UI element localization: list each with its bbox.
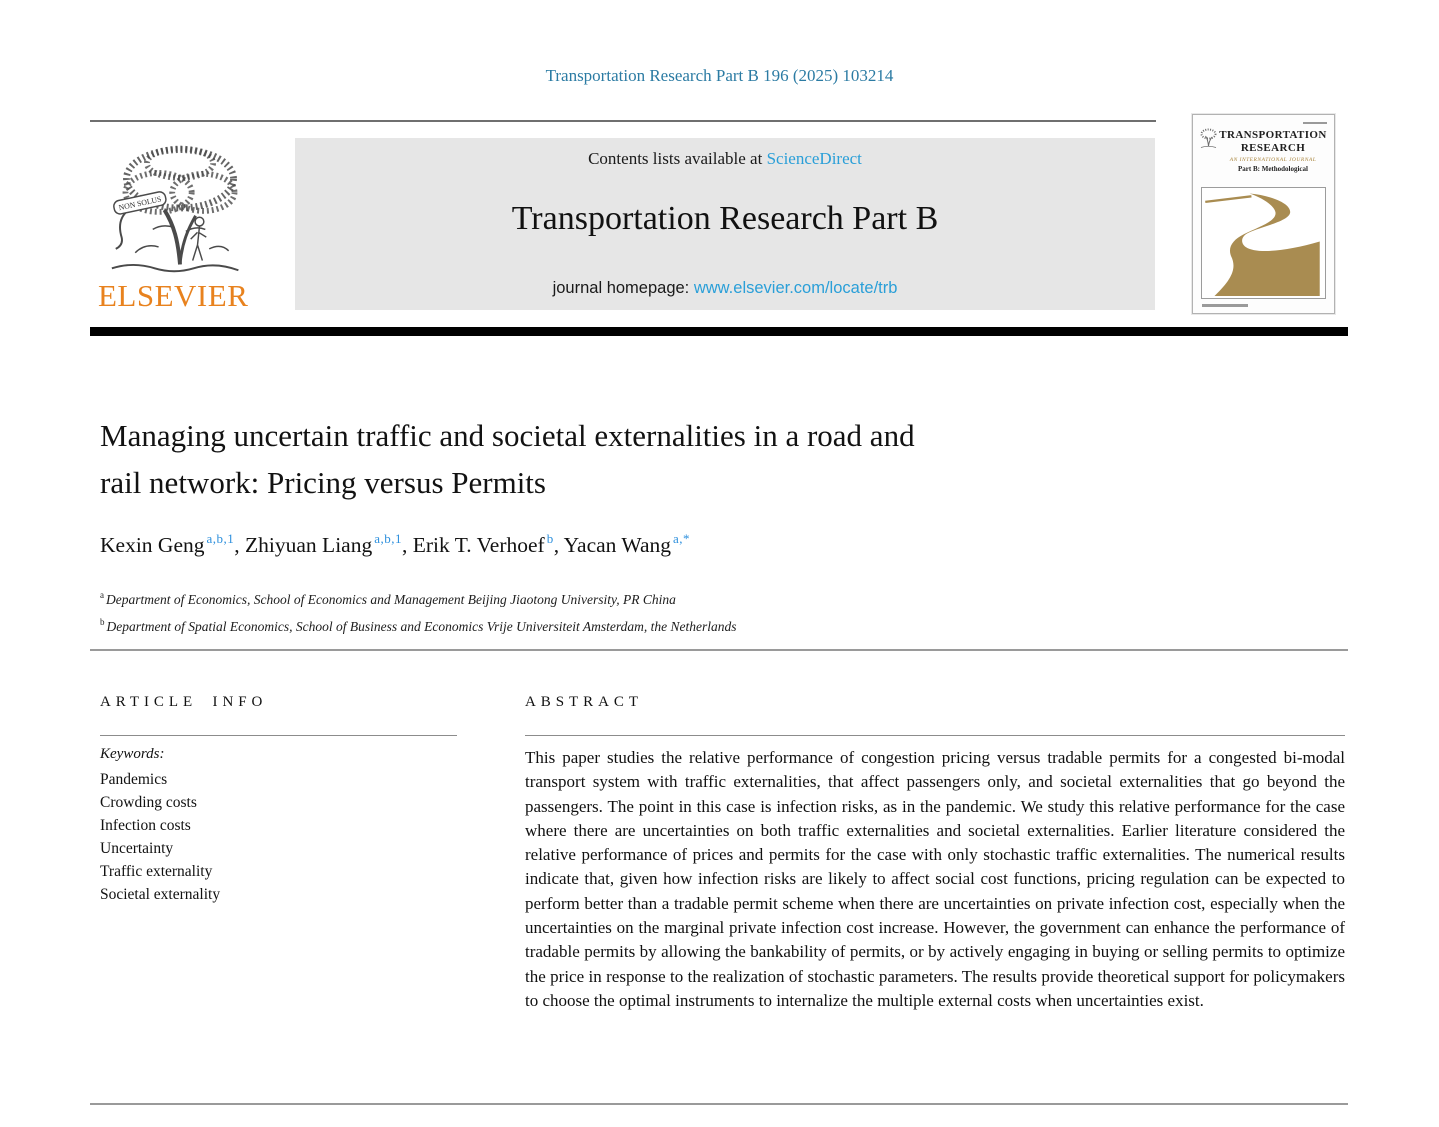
abstract-heading: ABSTRACT: [525, 694, 643, 710]
sciencedirect-link[interactable]: ScienceDirect: [766, 149, 862, 168]
author-affiliation-sup[interactable]: a,b,1: [374, 531, 402, 546]
keywords-label: Keywords:: [100, 746, 165, 762]
keyword: Infection costs: [100, 817, 191, 834]
cover-issn-fineprint: [1303, 122, 1327, 124]
cover-subtitle: AN INTERNATIONAL JOURNAL: [1229, 157, 1317, 163]
non-solus-banner: NON SOLUS: [117, 194, 163, 213]
author-affiliation-sup[interactable]: a,b,1: [206, 531, 235, 546]
section-divider: [90, 649, 1348, 651]
elsevier-wordmark: ELSEVIER: [98, 278, 249, 313]
article-info-heading: ARTICLE INFO: [100, 694, 268, 710]
winding-road-icon: [1202, 188, 1323, 296]
author-affiliation-sup[interactable]: b: [546, 531, 554, 546]
abstract-text: This paper studies the relative performance of congestion pricing versus tradable permits for a congested bi-modal transport system with traffic externalities, that affect passengers only, and societal externalities that go beyond the passengers. The point in this case is infection risks, as in the pandemic. We study this relative performance for the case where there are uncertainties on both traffic externalities and societal externalities. Earlier literature considered the relative performance of prices and permits for the case with only stochastic traffic externalities. The numerical results indicate that, given how infection risks are likely to affect social cost functions, pricing regulation can be expected to perform better than a tradable permit scheme when there are uncertainties on private infection cost, especially when the uncertainties on the marginal private infection cost increase. However, the government can enhance the performance of tradable permits by allowing the bankability of permits, or by actively engaging in buying or selling permits to optimize the price in response to the realization of stochastic parameters. The results provide theoretical support for policymakers to choose the optimal instruments to internalize the multiple external costs when uncertainties exist.: [525, 748, 1345, 1010]
keyword: Societal externality: [100, 886, 221, 903]
author: Yacan Wang $^{a,*}$: [563, 531, 691, 557]
affiliations: [100, 584, 1200, 638]
author: Kexin Geng $^{a,b,1}$,: [100, 531, 246, 557]
cover-title-line2: RESEARCH: [1240, 142, 1306, 154]
author-affiliation-sup[interactable]: a,*: [673, 531, 691, 546]
keyword: Pandemics: [100, 771, 168, 788]
elsevier-tree-icon: [100, 134, 260, 280]
article-info-rule: [100, 735, 457, 736]
author: Zhiyuan Liang $^{a,b,1}$,: [245, 531, 413, 557]
keywords-list: [100, 768, 220, 906]
elsevier-logo: [98, 130, 266, 312]
article-title-line1: Managing uncertain traffic and societal externalities in a road and: [100, 418, 915, 453]
author-line: [100, 531, 1200, 558]
masthead-box: [295, 138, 1155, 310]
cover-elsevier-mini-logo-icon: [1200, 128, 1217, 150]
journal-title: Transportation Research Part B: [511, 200, 939, 237]
contents-line: [295, 149, 1155, 169]
masthead-bottom-bar: [90, 327, 1348, 336]
cover-title: [1219, 129, 1327, 155]
keyword: Crowding costs: [100, 794, 197, 811]
page-bottom-divider: [90, 1103, 1348, 1105]
journal-cover-thumbnail[interactable]: [1192, 114, 1335, 314]
cover-editor-fineprint: [1202, 304, 1248, 307]
top-divider: [90, 120, 1156, 122]
cover-part-line: Part B: Methodological: [1238, 165, 1308, 173]
homepage-link[interactable]: www.elsevier.com/locate/trb: [693, 279, 898, 297]
affiliation-b: $^b$ Department of Spatial Economics, School of Business and Economics Vrije Universiteit Amsterdam, the Netherlands: [100, 617, 737, 634]
article-title: [100, 412, 1190, 506]
keyword: Uncertainty: [100, 840, 174, 857]
homepage-line: [295, 279, 1155, 298]
cover-road-art: [1201, 187, 1326, 299]
abstract-rule: [525, 735, 1345, 736]
cover-title-line1: TRANSPORTATION: [1219, 129, 1327, 141]
affiliation-a: $^a$ Department of Economics, School of Economics and Management Beijing Jiaotong University, PR China: [100, 590, 676, 607]
journal-citation: Transportation Research Part B 196 (2025) 103214: [545, 66, 894, 85]
article-title-line2: rail network: Pricing versus Permits: [100, 465, 546, 500]
author: Erik T. Verhoef $^b$,: [412, 531, 564, 557]
keyword: Traffic externality: [100, 863, 213, 880]
contents-prefix: Contents lists available at: [588, 149, 767, 168]
homepage-prefix: journal homepage:: [552, 279, 694, 297]
